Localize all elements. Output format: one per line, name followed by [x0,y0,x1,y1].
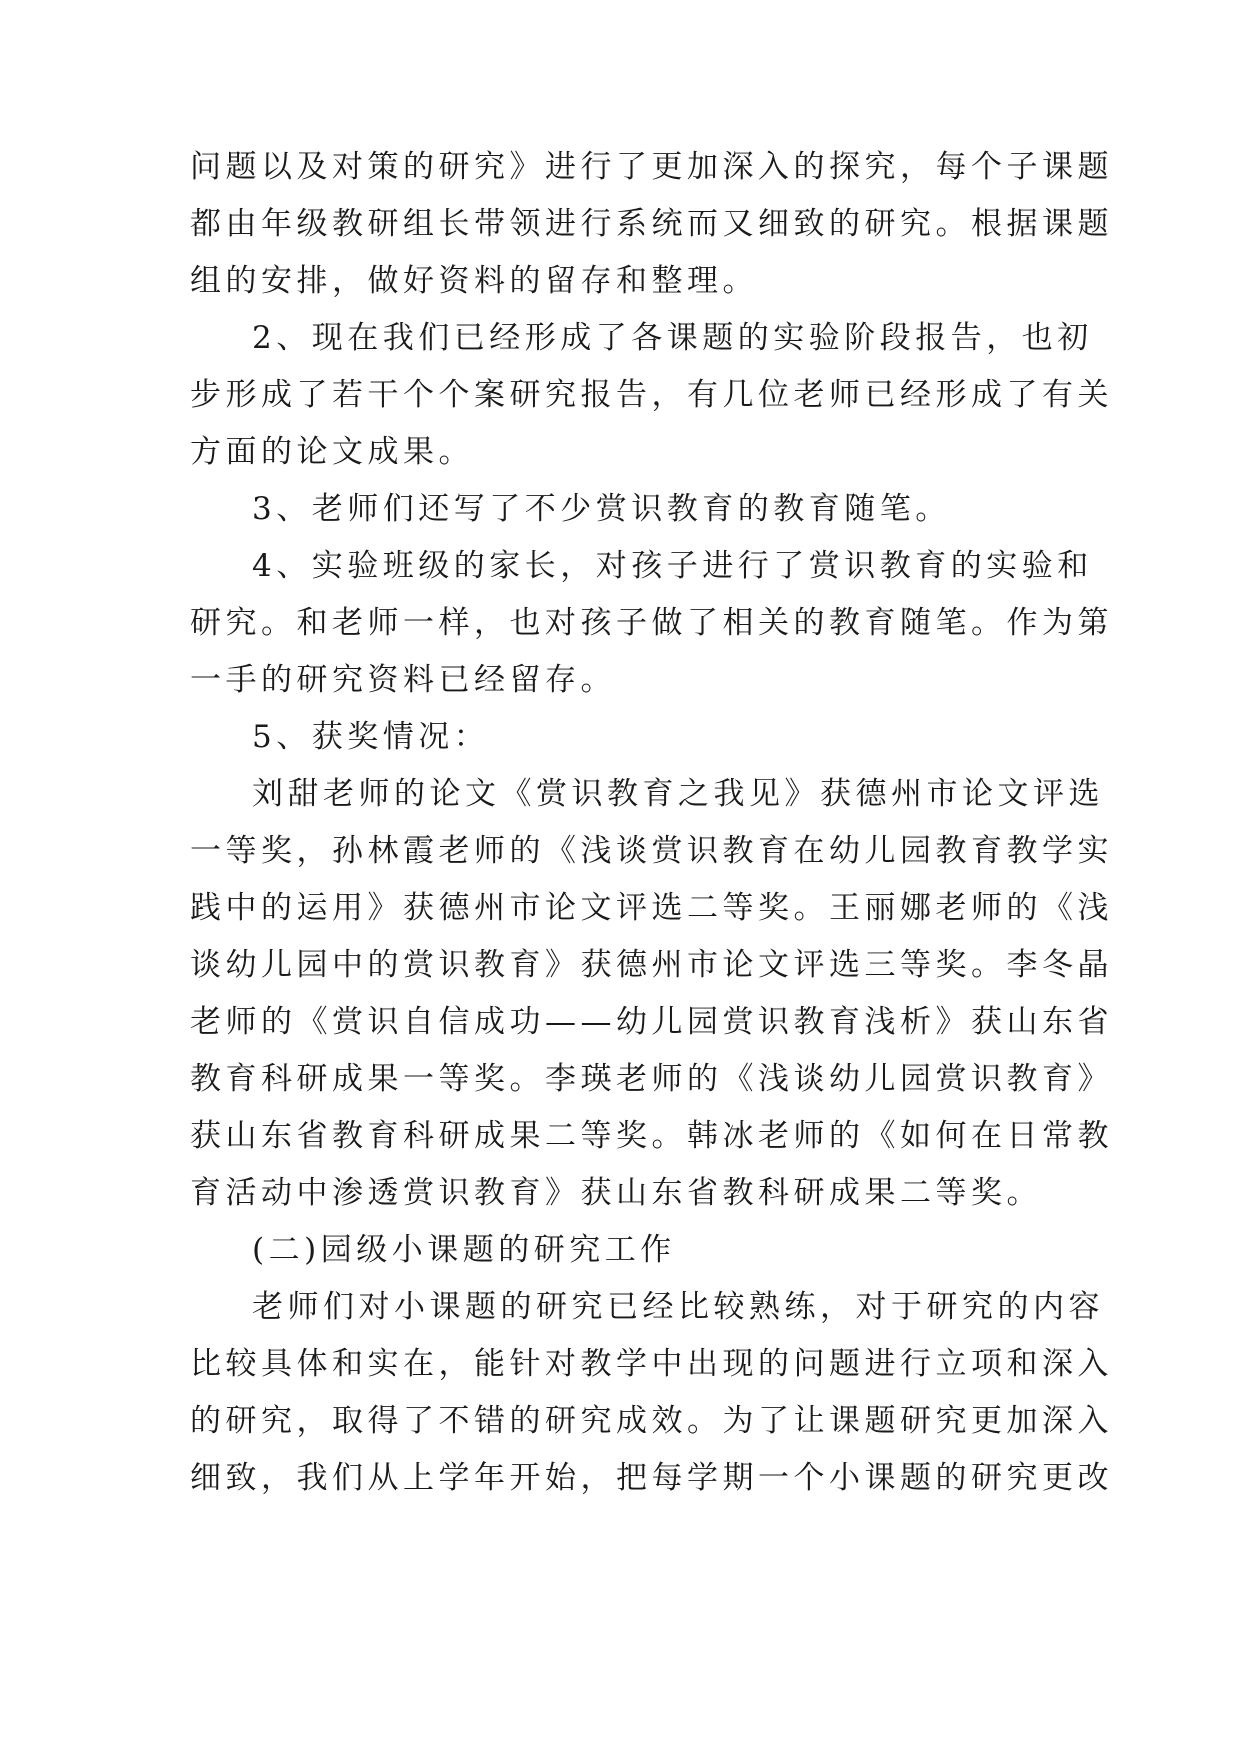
paragraph-line: 育活动中渗透赏识教育》获山东省教科研成果二等奖。 [190,1175,1042,1211]
paragraph-line: 一手的研究资料已经留存。 [190,662,616,698]
paragraph-line: 细致，我们从上学年开始，把每学期一个小课题的研究更改 [190,1460,1113,1496]
paragraph-line: 4、实验班级的家长，对孩子进行了赏识教育的实验和 [252,548,1093,584]
paragraph-line: 问题以及对策的研究》进行了更加深入的探究，每个子课题 [190,149,1113,185]
section-heading: (二)园级小课题的研究工作 [252,1232,676,1268]
paragraph-line: 老师的《赏识自信成功——幼儿园赏识教育浅析》获山东省 [190,1004,1113,1040]
paragraph-line: 老师们对小课题的研究已经比较熟练，对于研究的内容 [252,1289,1104,1325]
paragraph-line: 5、获奖情况： [252,719,490,755]
paragraph-line: 一等奖，孙林霞老师的《浅谈赏识教育在幼儿园教育教学实 [190,833,1113,869]
paragraph-line: 刘甜老师的论文《赏识教育之我见》获德州市论文评选 [252,776,1104,812]
paragraph-line: 都由年级教研组长带领进行系统而又细致的研究。根据课题 [190,206,1113,242]
paragraph-line: 教育科研成果一等奖。李瑛老师的《浅谈幼儿园赏识教育》 [190,1061,1113,1097]
paragraph-line: 步形成了若干个个案研究报告，有几位老师已经形成了有关 [190,377,1113,413]
paragraph-line: 谈幼儿园中的赏识教育》获德州市论文评选三等奖。李冬晶 [190,947,1113,983]
paragraph-line: 获山东省教育科研成果二等奖。韩冰老师的《如何在日常教 [190,1118,1113,1154]
paragraph-line: 的研究，取得了不错的研究成效。为了让课题研究更加深入 [190,1403,1113,1439]
paragraph-line: 组的安排，做好资料的留存和整理。 [190,263,758,299]
paragraph-line: 方面的论文成果。 [190,434,474,470]
paragraph-line: 践中的运用》获德州市论文评选二等奖。王丽娜老师的《浅 [190,890,1113,926]
paragraph-line: 2、现在我们已经形成了各课题的实验阶段报告，也初 [252,320,1093,356]
paragraph-line: 3、老师们还写了不少赏识教育的教育随笔。 [252,491,951,527]
paragraph-line: 比较具体和实在，能针对教学中出现的问题进行立项和深入 [190,1346,1113,1382]
paragraph-line: 研究。和老师一样，也对孩子做了相关的教育随笔。作为第 [190,605,1113,641]
